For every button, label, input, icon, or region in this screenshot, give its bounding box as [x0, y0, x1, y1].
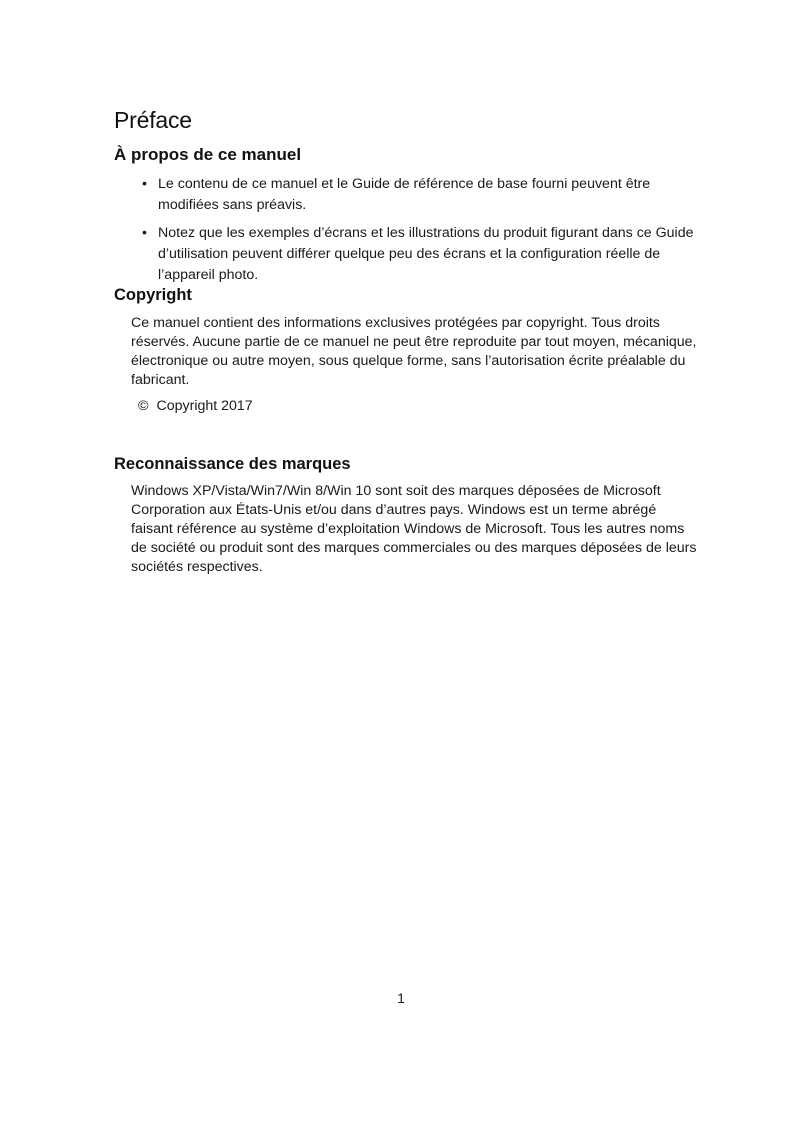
copyright-notice [138, 398, 253, 414]
bullet-text: Notez que les exemples d’écrans et les illustrations du produit figurant dans ce Guide d’utilisation peuvent différer quelque peu des écrans et la configuration réelle de l’appareil photo. [158, 225, 694, 283]
copyright-symbol-icon: © [138, 398, 149, 414]
section-heading-copyright: Copyright [114, 286, 192, 304]
page-number: 1 [397, 990, 405, 1006]
bullet-icon: • [142, 225, 147, 241]
page-title: Préface [114, 107, 192, 133]
trademarks-paragraph: Windows XP/Vista/Win7/Win 8/Win 10 sont soit des marques déposées de Microsoft Corporation aux États-Unis et/ou dans d’autres pays. Windows est un terme abrégé faisant référence au système d’exploitation Windows de Microsoft. Tous les autres noms de société ou produit sont des marques commerciales ou des marques déposées de leurs sociétés respectives. [131, 483, 697, 575]
copyright-paragraph: Ce manuel contient des informations exclusives protégées par copyright. Tous droits réservés. Aucune partie de ce manuel ne peut être reproduite par tout moyen, mécanique, électronique ou autre moyen, sous quelque forme, sans l’autorisation écrite préalable du fabricant. [131, 315, 697, 388]
about-bullet-list [142, 174, 702, 293]
section-heading-trademarks: Reconnaissance des marques [114, 455, 351, 473]
bullet-icon: • [142, 176, 147, 192]
copyright-notice-text: Copyright 2017 [156, 398, 253, 414]
list-item [142, 174, 702, 216]
section-heading-about: À propos de ce manuel [114, 145, 302, 164]
list-item [142, 223, 702, 286]
bullet-text: Le contenu de ce manuel et le Guide de référence de base fourni peuvent être modifiées sans préavis. [158, 176, 651, 213]
